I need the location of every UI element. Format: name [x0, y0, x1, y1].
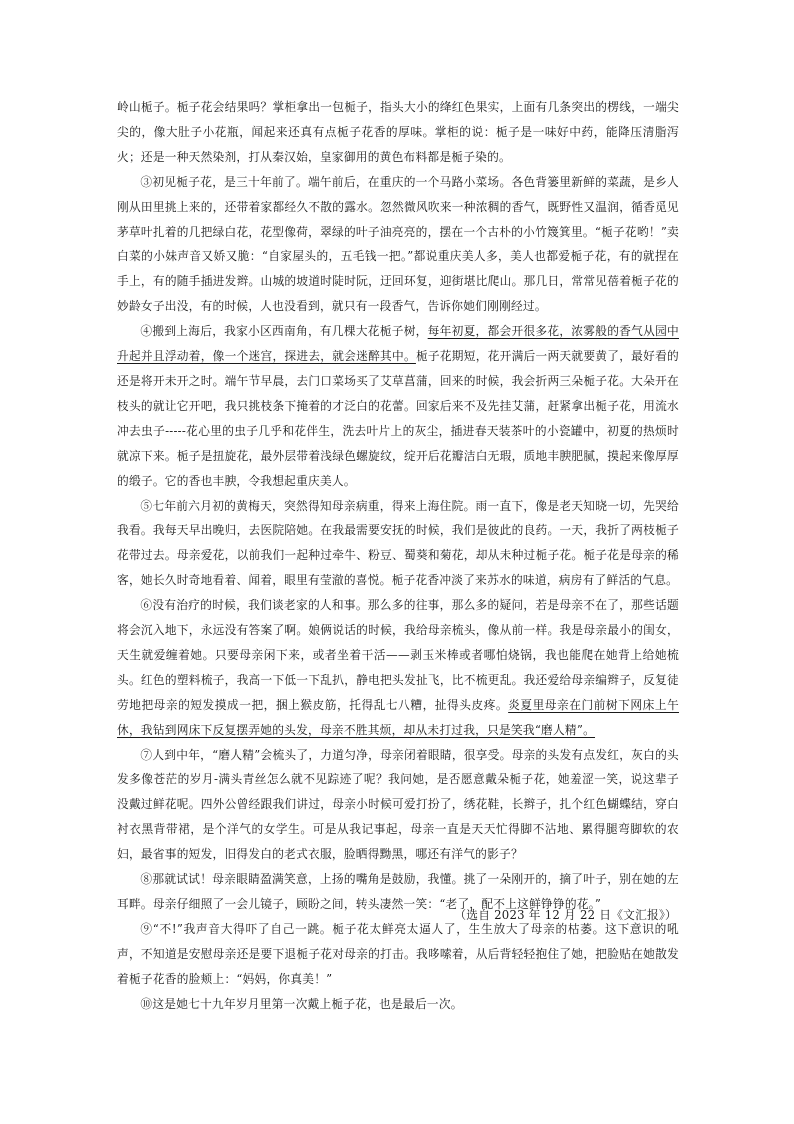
underlined-sentence-1: 每年初夏，都会开很多花，浓雾般的香气从园中升起并且浮动着，像一个迷宫，探进去，就会迷醉其中。 — [117, 324, 679, 364]
paragraph-4-lead: ④搬到上海后，我家小区西南角，有几棵大花栀子树， — [140, 324, 428, 339]
paragraph-10: ⑩这是她七十九年岁月里第一次戴上栀子花，也是最后一次。 — [140, 996, 463, 1011]
underlined-sentence-2: 炎夏里母亲在门前树下网床上午休，我钻到网床下反复摆弄她的头发，母亲不胜其烦，却从未打过我，只是笑我“磨人精”。 — [117, 697, 679, 737]
paragraph-8: ⑧那就试试！母亲眼睛盈满笑意，上扬的嘴角是鼓励，我懂。挑了一朵刚开的，摘了叶子，别在她的左耳畔。母亲仔细照了一会儿镜子，顾盼之间，转头凄然一笑：“老了，配不上这鲜铮铮的花。” — [117, 872, 679, 911]
paragraph-4 — [117, 319, 679, 493]
paragraph-7: ⑦人到中年，“磨人精”会梳头了，力道匀净，母亲闭着眼睛，很享受。母亲的头发有点发红，灰白的头发多像苍茫的岁月-满头青丝怎么就不见踪迹了呢？我问她，是否愿意戴朵栀子花，她羞涩一笑，说这辈子没戴过鲜花呢。四外公曾经跟我们讲过，母亲小时候可爱打扮了，绣花鞋，长辫子，扎个红色蝴蝶结，穿白衬衣黑背带裙，是个洋气的女学生。可是从我记事起，母亲一直是天天忙得脚不沾地、累得腿弯脚软的农妇，最省事的短发，旧得发白的老式衣服，脸晒得黝黑，哪还有洋气的影子？ — [117, 747, 679, 862]
article-body — [117, 95, 679, 1017]
paragraph-4-rest: 栀子花期短，花开满后一两天就要黄了，最好看的还是将开未开之时。端午节早晨，去门口菜场买了艾草菖蒲，回来的时候，我会折两三朵栀子花。大朵开在枝头的就让它开吧，我只挑枝条下掩着的才泛白的花蕾。回家后来不及先挂艾蒲，赶紧拿出栀子花，用流水冲去虫子-----花心里的虫子几乎和花伴生，洗去叶片上的灰尘，插进春天装茶叶的小瓷罐中，初夏的热烦时就凉下来。栀子是扭旋花，最外层带着浅绿色螺旋纹，绽开后花瓣洁白无瑕，质地丰腴肥腻，摸起来像厚厚的缎子。它的香也丰腴，令我想起重庆美人。 — [117, 349, 679, 488]
paragraph-1: 岭山栀子。栀子花会结果吗？掌柜拿出一包栀子，指头大小的绛红色果实，上面有几条突出的楞线，一端尖尖的，像大肚子小花瓶，闻起来还真有点栀子花香的厚味。掌柜的说：栀子是一味好中药，能降压清脂泻火；还是一种天然染剂，打从秦汉始，皇家御用的黄色布料都是栀子染的。 — [117, 100, 679, 164]
paragraph-6-lead: ⑥没有治疗的时候，我们谈老家的人和事。那么多的往事，那么多的疑问，若是母亲不在了，那些话题将会沉入地下，永远没有答案了啊。娘俩说话的时候，我给母亲梳头，像从前一样。我是母亲最小的闺女，天生就爱缠着她。只要母亲闲下来，或者坐着干活——剥玉米棒或者哪怕烧锅，我也能爬在她背上给她梳头。红色的塑料梳子，我高一下低一下乱扒，静电把头发扯飞，比不梳更乱。我还爱给母亲编辫子，反复徒劳地把母亲的短发摸成一把，捆上猴皮筋，托得乱七八糟，扯得头皮疼。 — [117, 598, 679, 712]
paragraph-9: ⑨“不!”我声音大得吓了自己一跳。栀子花太鲜亮太逼人了，生生放大了母亲的枯萎。这下意识的吼声，不知道是安慰母亲还是要下退栀子花对母亲的打击。我哆嗦着，从后背轻轻抱住了她，把脸贴在她散发着栀子花香的脸颊上：“妈妈，你真美！” — [117, 921, 679, 986]
paragraph-5: ⑤七年前六月初的黄梅天，突然得知母亲病重，得来上海住院。雨一直下，像是老天知晓一切，先哭给我看。我每天早出晚归，去医院陪她。在我最需要安抚的时候，我们是彼此的良药。一天，我折了两枝栀子花带过去。母亲爱花，以前我们一起种过牵牛、粉豆、蜀葵和菊花，却从未种过栀子花。栀子花是母亲的稀客，她长久时奇地看着、闻着，眼里有莹澈的喜悦。栀子花香冲淡了来苏水的味道，病房有了鲜活的气息。 — [117, 498, 679, 588]
paragraph-6 — [117, 593, 679, 742]
paragraph-3: ③初见栀子花，是三十年前了。端午前后，在重庆的一个马路小菜场。各色背篓里新鲜的菜蔬，是乡人刚从田里挑上来的，还带着家都经久不散的露水。忽然微风吹来一种浓稠的香气，既野性又温润，循香觅见茅草叶扎着的几把绿白花，花型像荷，翠绿的叶子油亮亮的，摆在一个古朴的小竹篾箕里。“栀子花哟！”卖白菜的小妹声音又娇又脆：“自家屋头的，五毛钱一把。”都说重庆美人多，美人也都爱栀子花，有的就捏在手上，有的随手插进发辫。山城的坡道时陡时阮，迂回环复，迎街堪比爬山。那几日，常常见蓓着栀子花的妙龄女子出没，有的时候，人也没看到，就只有一段香气，告诉你她们刚刚经过。 — [117, 174, 679, 314]
source-citation: （选自 2023 年 12 月 22 日《文汇报》） — [454, 908, 677, 922]
